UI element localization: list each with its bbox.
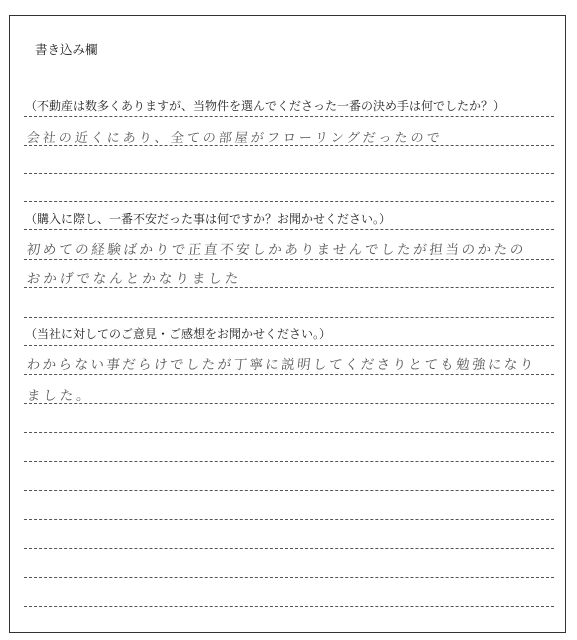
- answer-line: [24, 548, 554, 549]
- question-2: （購入に際し、一番不安だった事は何ですか？お聞かせください。）: [25, 212, 392, 226]
- answer-2-line-1: 初めての経験ばかりで正直不安しかありませんでしたが担当のかたの: [25, 242, 527, 258]
- answer-line: [24, 606, 554, 607]
- question-3: （当社に対してのご意見・ご感想をお聞かせください。）: [25, 327, 332, 341]
- answer-line: [24, 432, 554, 433]
- answer-line: [24, 490, 554, 491]
- answer-line: [24, 577, 554, 578]
- answer-line: [24, 374, 554, 375]
- answer-line: [24, 345, 554, 346]
- answer-line: [24, 201, 554, 202]
- answer-line: [24, 116, 554, 117]
- answer-line: [24, 145, 554, 146]
- answer-line: [24, 403, 554, 404]
- answer-2-line-2: おかげでなんとかなりました: [25, 271, 243, 287]
- form-heading: 書き込み欄: [35, 42, 98, 57]
- answer-1-line-1: 会社の近くにあり、全ての部屋がフローリングだったので: [26, 131, 444, 146]
- answer-line: [24, 461, 554, 462]
- answer-line: [24, 173, 554, 174]
- answer-line: [24, 519, 554, 520]
- answer-line: [24, 259, 554, 260]
- question-1: （不動産は数多くありますが、当物件を選んでくださった一番の決め手は何でしたか？）: [25, 99, 506, 113]
- answer-3-line-1: わからない事だらけでしたが丁寧に説明してくださりとても勉強になり: [25, 357, 537, 373]
- answer-line: [24, 317, 554, 318]
- answer-3-line-2: ました。: [25, 388, 94, 404]
- answer-line: [24, 287, 554, 288]
- answer-line: [24, 229, 554, 230]
